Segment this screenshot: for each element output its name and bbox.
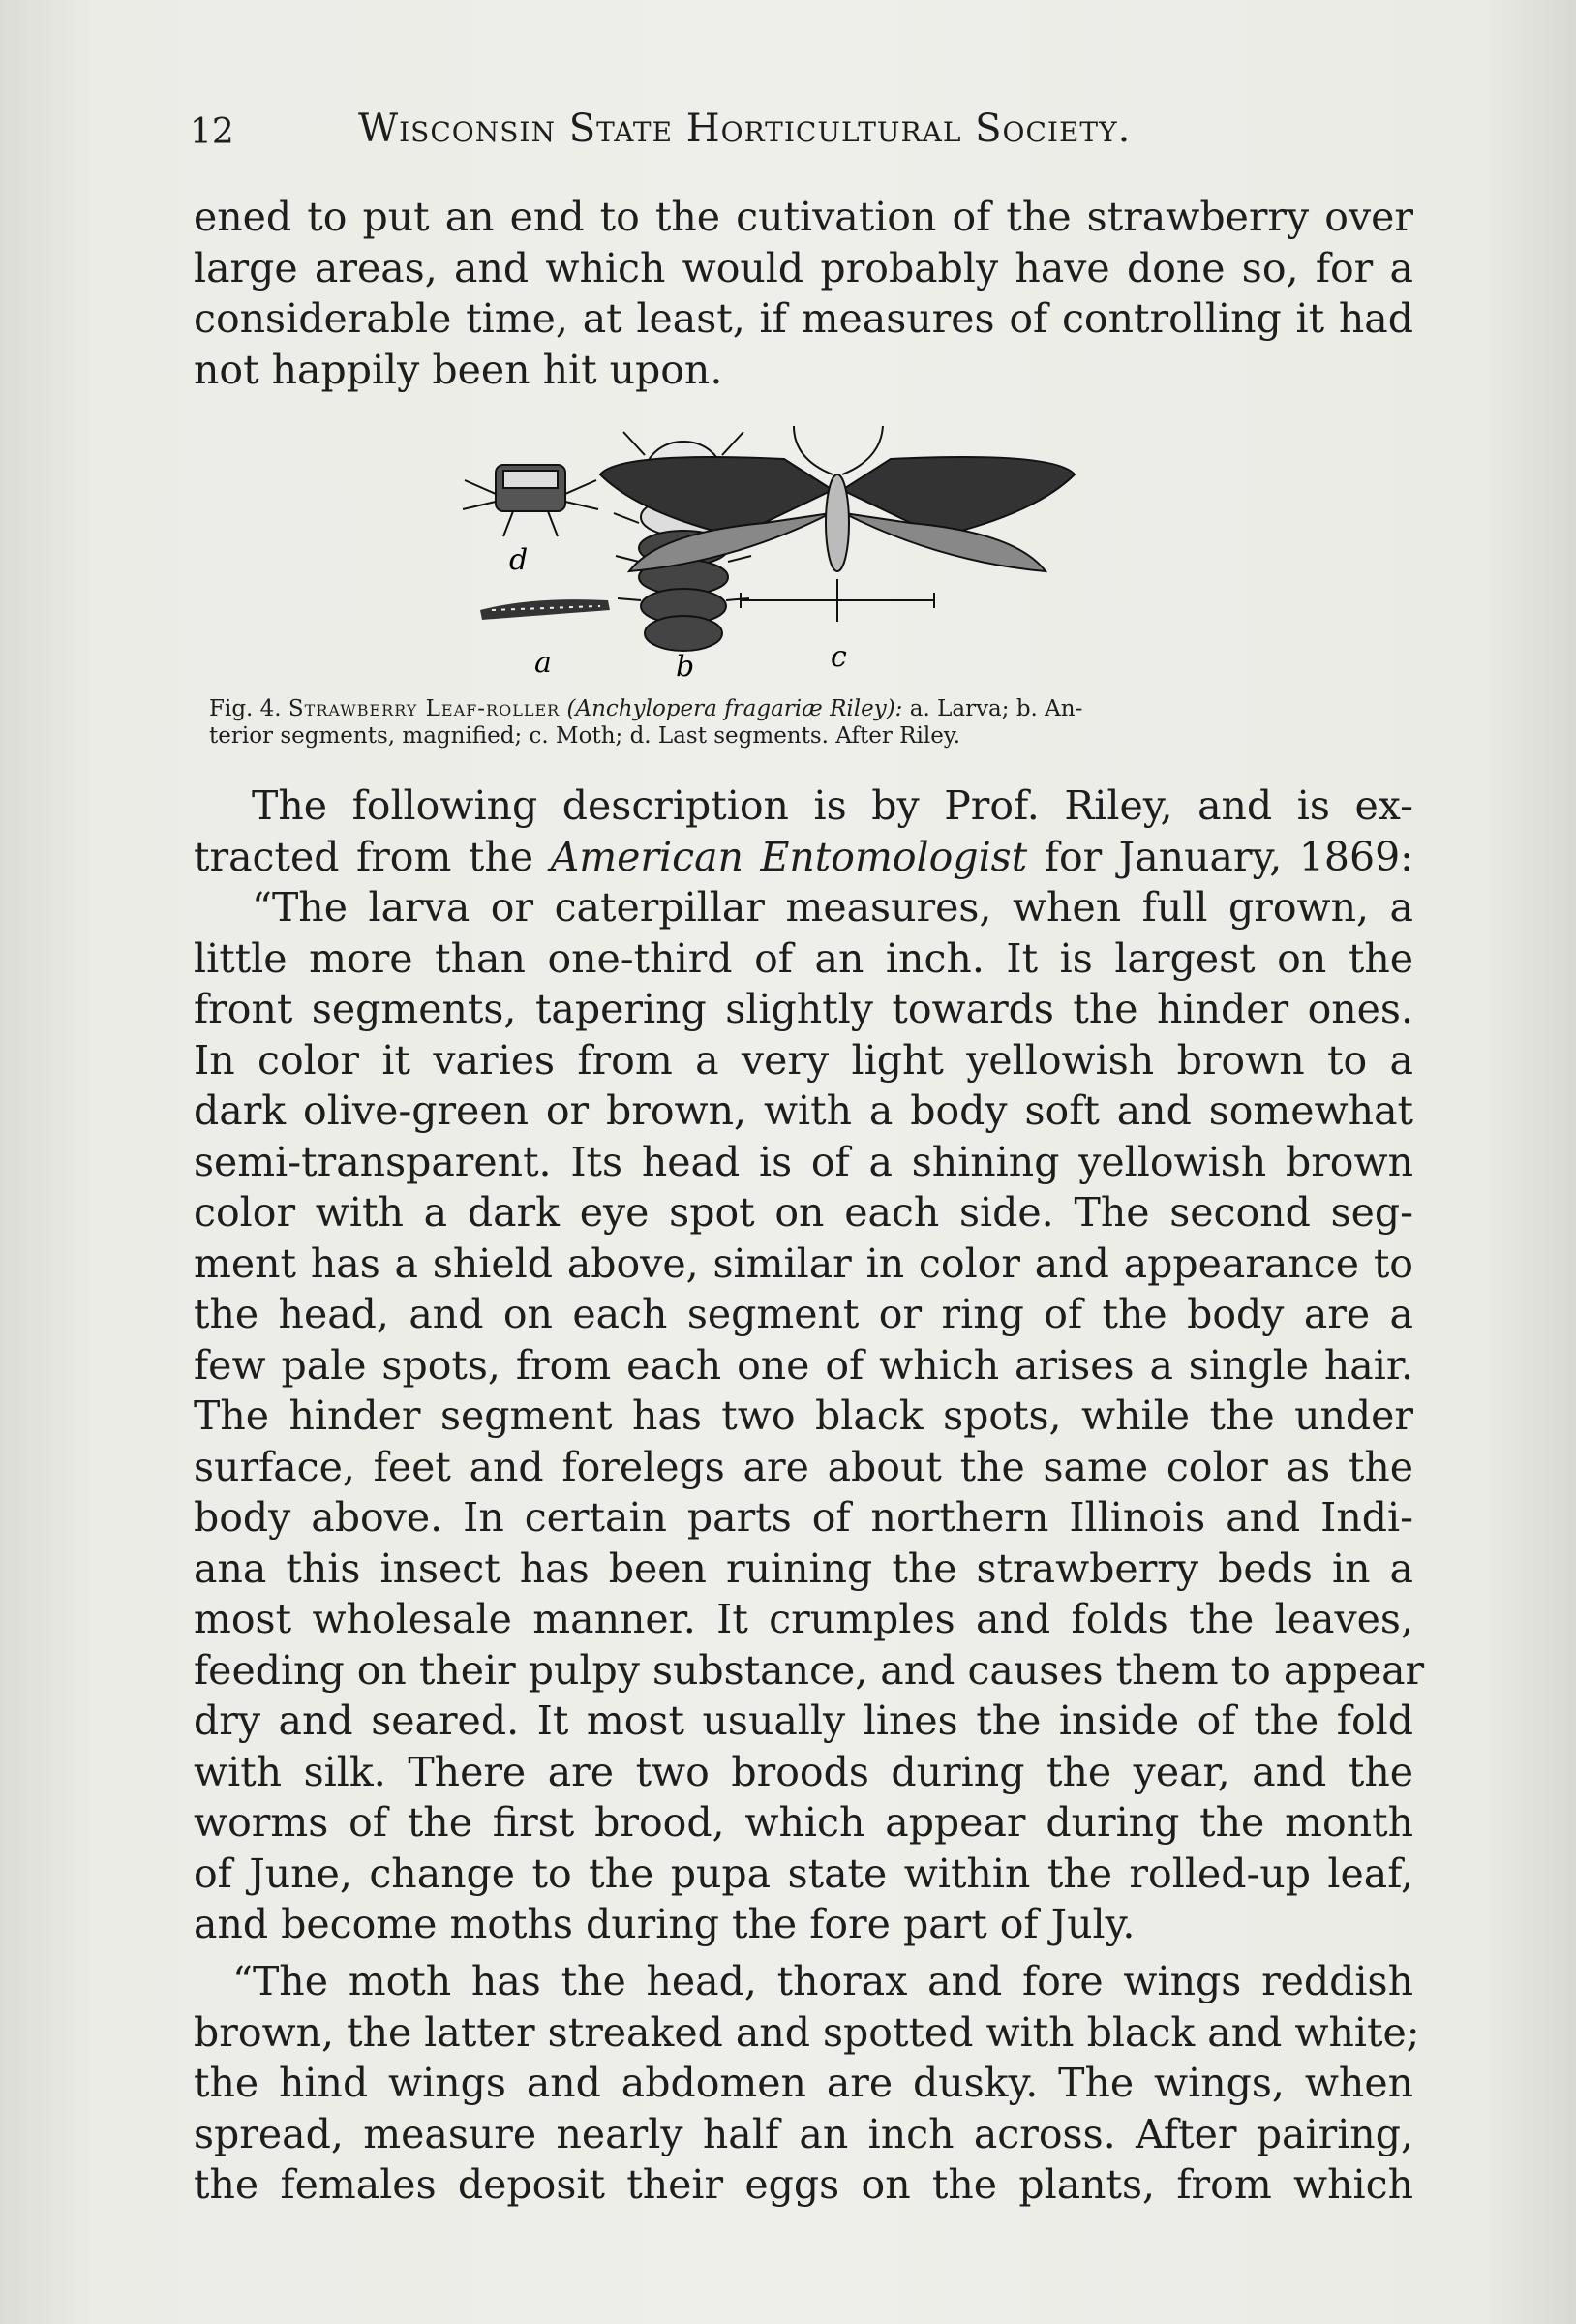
text-line: of June, change to the pupa state within the rolled-up leaf, <box>194 1850 1413 1897</box>
text-line: The following description is by Prof. Riley, and is ex- <box>252 782 1413 829</box>
paragraph-2 <box>194 780 1425 1950</box>
text-line: “The larva or caterpillar measures, when full grown, a <box>252 884 1413 931</box>
text-line: semi-transparent. Its head is of a shining yellowish brown <box>194 1138 1413 1185</box>
text-line: dark olive-green or brown, with a body soft and somewhat <box>194 1087 1413 1134</box>
text-line: the females deposit their eggs on the plants, from which <box>194 2161 1413 2208</box>
text-line: with silk. There are two broods during the year, and the <box>194 1748 1413 1795</box>
figure-strawberry-leaf-roller <box>445 416 1181 688</box>
text-line: brown, the latter streaked and spotted with black and white; <box>194 2008 1420 2056</box>
figure-label-a: a <box>534 646 552 680</box>
last-segments-drawing <box>463 465 598 536</box>
page-number: 12 <box>190 112 234 152</box>
caption-title: Strawberry Leaf-roller <box>288 696 561 721</box>
text-line: color with a dark eye spot on each side. The second seg- <box>194 1189 1413 1236</box>
text-line: considerable time, at least, if measures of controlling it had <box>194 295 1413 342</box>
larva-drawing <box>480 599 610 620</box>
text-line: The hinder segment has two black spots, while the under <box>194 1392 1413 1439</box>
text-line: ana this insect has been ruining the strawberry beds in a <box>194 1544 1413 1592</box>
text-line: the head, and on each segment or ring of the body are a <box>194 1291 1413 1337</box>
text-line: surface, feet and forelegs are about the same color as the <box>194 1443 1413 1490</box>
caption-species: (Anchylopera fragariæ Riley): <box>566 696 903 721</box>
caption-line1-rest: a. Larva; b. An- <box>909 696 1083 721</box>
text-line: large areas, and which would probably have done so, for a <box>194 244 1413 291</box>
text-line: ened to put an end to the cutivation of the strawberry over <box>194 194 1413 240</box>
caption-fig-number: Fig. 4. <box>209 696 282 721</box>
running-title: Wisconsin State Horticultural Society. <box>358 107 1132 151</box>
figure-illustration <box>445 416 1181 688</box>
text-line: front segments, tapering slightly towards the hinder ones. <box>194 986 1413 1032</box>
text-line-with-title <box>194 832 1413 883</box>
caption-line2: terior segments, magnified; c. Moth; d. Last segments. After Riley. <box>209 723 961 749</box>
text-line: most wholesale manner. It crumples and folds the leaves, <box>194 1596 1413 1642</box>
figure-label-c: c <box>831 640 847 674</box>
text-line: not happily been hit upon. <box>194 346 723 393</box>
text-fragment: tracted from the <box>194 833 534 880</box>
text-line: few pale spots, from each one of which arises a single hair. <box>194 1341 1413 1389</box>
paragraph-1 <box>194 192 1413 395</box>
figure-label-d: d <box>509 543 529 577</box>
text-line: dry and seared. It most usually lines the inside of the fold <box>194 1697 1413 1744</box>
text-line: body above. In certain parts of northern Illinois and Indi- <box>194 1494 1413 1541</box>
paragraph-3 <box>194 1956 1420 2211</box>
text-fragment: for January, 1869: <box>1044 833 1413 880</box>
text-line: In color it varies from a very light yellowish brown to a <box>194 1036 1413 1084</box>
figure-caption <box>209 695 1429 749</box>
text-line: worms of the first brood, which appear during the month <box>194 1799 1413 1846</box>
page-header <box>190 107 1274 155</box>
text-line: ment has a shield above, similar in color and appearance to <box>194 1239 1413 1287</box>
text-line: feeding on their pulpy substance, and causes them to appear <box>194 1646 1425 1694</box>
text-line: “The moth has the head, thorax and fore wings reddish <box>232 1958 1413 2004</box>
text-line: and become moths during the fore part of July. <box>194 1901 1136 1947</box>
text-line: spread, measure nearly half an inch across. After pairing, <box>194 2110 1413 2157</box>
journal-title: American Entomologist <box>550 833 1028 880</box>
text-line: the hind wings and abdomen are dusky. The wings, when <box>194 2060 1413 2106</box>
text-line: little more than one-third of an inch. It is largest on the <box>194 934 1413 982</box>
figure-label-b: b <box>676 650 695 684</box>
